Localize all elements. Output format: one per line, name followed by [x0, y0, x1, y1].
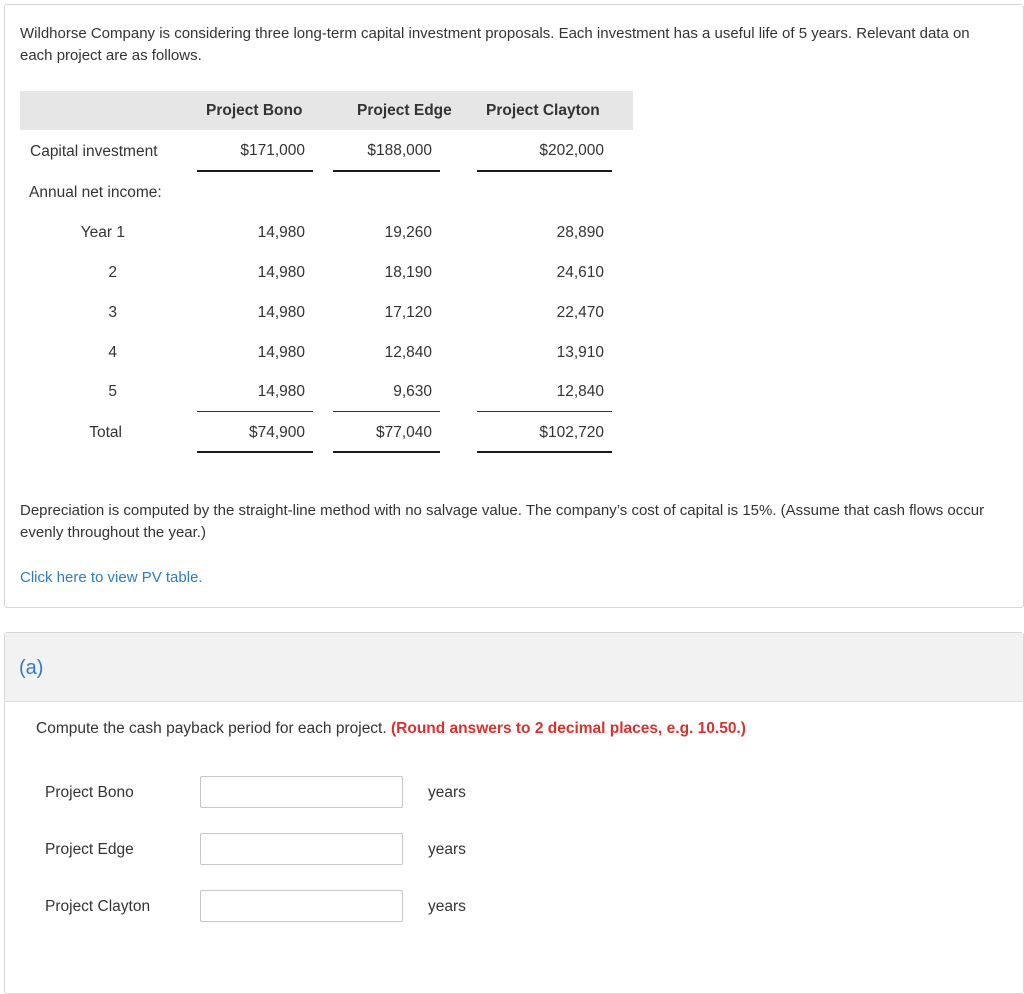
answer-label-edge: Project Edge — [45, 841, 134, 858]
instruction-text: Compute the cash payback period for each project. — [36, 720, 387, 737]
year-3-edge: 17,120 — [384, 304, 432, 321]
capital-underline-clayton — [477, 170, 612, 172]
capital-underline-edge — [333, 170, 440, 172]
capital-underline-bono — [197, 170, 313, 172]
problem-card — [4, 4, 1024, 608]
year-5-label: 5 — [108, 383, 117, 400]
year-1-edge: 19,260 — [384, 224, 432, 241]
part-a-label: (a) — [19, 657, 44, 679]
subtotal-rule-clayton — [477, 411, 612, 412]
year-1-clayton: 28,890 — [556, 224, 604, 241]
subtotal-rule-bono — [197, 411, 313, 412]
answer-input-bono[interactable] — [200, 776, 403, 808]
year-5-clayton: 12,840 — [556, 383, 604, 400]
year-5-bono: 14,980 — [257, 383, 305, 400]
total-double-rule-clayton — [477, 451, 612, 453]
year-4-label: 4 — [108, 344, 117, 361]
annual-net-income-label: Annual net income: — [29, 184, 162, 201]
year-4-clayton: 13,910 — [556, 344, 604, 361]
part-a-card — [4, 632, 1024, 994]
answer-label-clayton: Project Clayton — [45, 898, 151, 915]
total-double-rule-edge — [333, 451, 440, 453]
year-3-bono: 14,980 — [257, 304, 305, 321]
answer-unit-bono: years — [428, 784, 466, 801]
year-1-bono: 14,980 — [257, 224, 305, 241]
pv-table-link[interactable]: Click here to view PV table. — [20, 569, 203, 586]
header-project-clayton: Project Clayton — [486, 102, 600, 119]
subtotal-rule-edge — [333, 411, 440, 412]
year-3-label: 3 — [108, 304, 117, 321]
answer-unit-clayton: years — [428, 898, 466, 915]
header-project-edge: Project Edge — [357, 102, 452, 119]
year-2-label: 2 — [108, 264, 117, 281]
year-2-bono: 14,980 — [257, 264, 305, 281]
answer-input-edge[interactable] — [200, 833, 403, 865]
year-2-clayton: 24,610 — [556, 264, 604, 281]
year-3-clayton: 22,470 — [556, 304, 604, 321]
problem-intro: Wildhorse Company is considering three long-term capital investment proposals. Each investment has a useful life of 5 years. Relevant data on each project are as follows. — [20, 25, 970, 64]
total-bono: $74,900 — [248, 424, 305, 441]
capital-investment-label: Capital investment — [30, 143, 158, 160]
total-clayton: $102,720 — [539, 424, 604, 441]
year-1-label: Year 1 — [80, 224, 125, 241]
header-project-bono: Project Bono — [206, 102, 303, 119]
part-a-header — [5, 633, 1023, 702]
rounding-hint: (Round answers to 2 decimal places, e.g. 10.50.) — [391, 720, 746, 737]
part-a-instruction — [36, 720, 746, 738]
year-4-edge: 12,840 — [384, 344, 432, 361]
total-edge: $77,040 — [375, 424, 432, 441]
answer-label-bono: Project Bono — [45, 784, 134, 801]
capital-clayton: $202,000 — [539, 142, 604, 159]
capital-edge: $188,000 — [367, 142, 432, 159]
year-2-edge: 18,190 — [384, 264, 432, 281]
total-label: Total — [89, 424, 122, 441]
year-5-edge: 9,630 — [393, 383, 432, 400]
depreciation-note: Depreciation is computed by the straight-line method with no salvage value. The company’s cost of capital is 15%. (Assume that cash flows occur evenly throughout the year.) — [20, 502, 985, 541]
capital-bono: $171,000 — [240, 142, 305, 159]
total-double-rule-bono — [197, 451, 313, 453]
answer-unit-edge: years — [428, 841, 466, 858]
year-4-bono: 14,980 — [257, 344, 305, 361]
answer-input-clayton[interactable] — [200, 890, 403, 922]
